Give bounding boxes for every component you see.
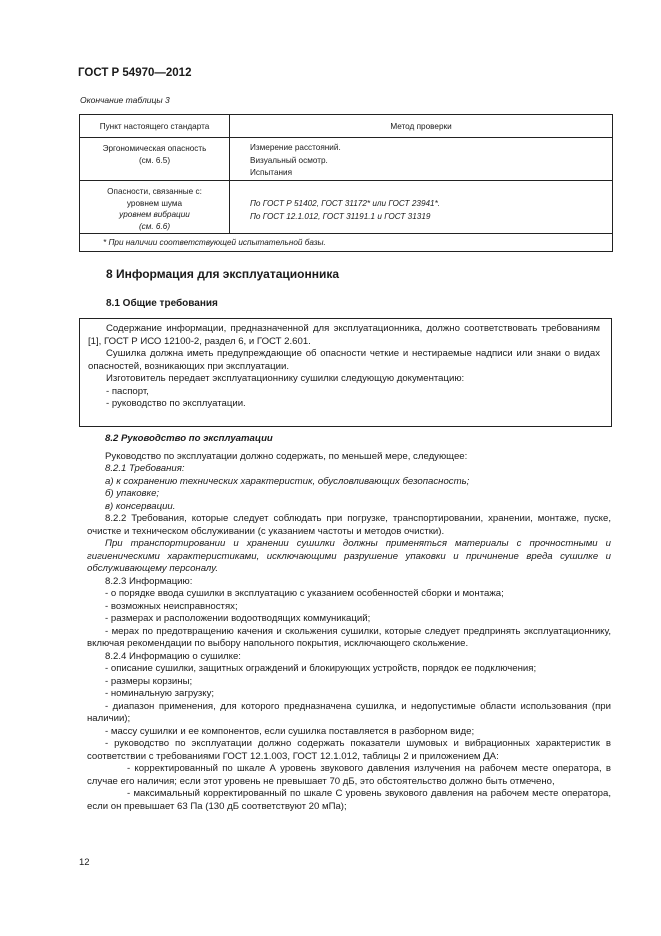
subsection-8-1-title: 8.1 Общие требования <box>106 298 218 309</box>
cell-line: Измерение расстояний. <box>250 143 341 152</box>
list-item: - размерах и расположении водоотводящих коммуникаций; <box>105 613 371 624</box>
paragraph: Содержание информации, предназначенной для эксплуатационника, должно соответствовать требованиям [1], ГОСТ Р ИСО 12100-2, раздел 6, и ГОСТ 2.601. <box>88 323 600 347</box>
list-item: - паспорт, <box>106 385 149 397</box>
cell-line: Опасности, связанные с: <box>107 187 202 196</box>
list-item: - максимальный корректированный по шкале С уровень звукового давления на рабочем месте оператора, если он превышает 63 Па (130 дБ соответствуют 20 мПа); <box>87 788 611 812</box>
table-note-row <box>80 234 613 252</box>
manual-section <box>87 433 611 813</box>
table-row <box>80 181 613 234</box>
cell-line: Эргономическая опасность <box>102 144 207 153</box>
list-item: - диапазон применения, для которого предназначена сушилка, и недопустимые области использования (при наличии); <box>87 700 611 724</box>
list-item: - руководство по эксплуатации. <box>106 398 246 409</box>
list-item: - возможных неисправностях; <box>105 600 238 612</box>
cell-line: (см. 6.6) <box>138 221 171 231</box>
list-item: - корректированный по шкале А уровень звукового давления излучения на рабочем месте оператора, в случае его наличия; если этот уровень не превышает 70 дБ, это обстоятельство должно быть отмечено, <box>87 763 611 787</box>
clause-8-2-2: 8.2.2 Требования, которые следует соблюдать при погрузке, транспортировании, хранении, монтаже, пуске, очистке и техническом обслуживании (с указанием частоты и методов очистки). <box>87 513 611 537</box>
cell-line: уровнем вибрации <box>119 210 190 220</box>
paragraph: Руководство по эксплуатации должно содержать, по меньшей мере, следующее: <box>105 450 468 462</box>
clause-8-2-3: 8.2.3 Информацию: <box>105 575 193 587</box>
cell-line: Испытания <box>250 168 293 177</box>
subsection-8-2-title: 8.2 Руководство по эксплуатации <box>105 433 273 444</box>
cell-line: По ГОСТ 12.1.012, ГОСТ 31191.1 и ГОСТ 31319 <box>250 211 431 221</box>
cell-line: По ГОСТ Р 51402, ГОСТ 31172* или ГОСТ 23941*. <box>250 199 441 208</box>
cell-line: уровнем шума <box>126 198 183 208</box>
clause-8-2-4: 8.2.4 Информацию о сушилке: <box>105 650 241 662</box>
page-number: 12 <box>79 857 90 868</box>
table-header-row <box>80 115 613 138</box>
table-row <box>80 138 613 181</box>
list-item: - размеры корзины; <box>105 675 193 687</box>
cell-line: (см. 6.5) <box>138 155 171 165</box>
table-header-clause: Пункт настоящего стандарта <box>80 115 230 138</box>
table-3 <box>79 114 613 252</box>
list-item: в) консервации. <box>105 500 176 512</box>
section-8-title: 8 Информация для эксплуатационника <box>106 267 340 281</box>
clause-8-2-1: 8.2.1 Требования: <box>105 463 185 474</box>
list-item: - о порядке ввода сушилки в эксплуатацию с указанием особенностей сборки и монтажа; <box>105 588 504 599</box>
cell-line: Визуальный осмотр. <box>250 155 328 165</box>
general-requirements-box <box>79 318 612 427</box>
paragraph: Сушилка должна иметь предупреждающие об опасности четкие и нестираемые надписи или знаки о видах опасностей, возникающих при эксплуатации. <box>88 348 600 372</box>
list-item: - мерах по предотвращению качения и скольжения сушилки, которые следует предпринять эксплуатационнику, включая рекомендации по выбору напольного покрытия, исключающего скольжение. <box>87 625 611 649</box>
list-item: - описание сушилки, защитных ограждений и блокирующих устройств, порядок ее подключения; <box>105 663 537 674</box>
paragraph: При транспортировании и хранении сушилки должны применяться материалы с прочностными и гигиеническими характеристиками, исключающими разрушение упаковки и причинение вреда сушилке и обслуживающему персоналу. <box>87 538 611 574</box>
list-item: б) упаковке; <box>105 488 160 499</box>
document-header: ГОСТ Р 54970—2012 <box>78 67 192 79</box>
table-header-method: Метод проверки <box>230 115 613 138</box>
paragraph: Изготовитель передает эксплуатационнику сушилки следующую документацию: <box>106 373 465 384</box>
table-caption: Окончание таблицы 3 <box>80 95 170 105</box>
list-item: - массу сушилки и ее компонентов, если сушилка поставляется в разборном виде; <box>105 725 475 737</box>
table-note: * При наличии соответствующей испытательной базы. <box>80 234 613 252</box>
list-item: а) к сохранению технических характеристик, обусловливающих безопасность; <box>105 475 470 487</box>
list-item: - руководство по эксплуатации должно содержать показатели шумовых и вибрационных характеристик в соответствии с требованиями ГОСТ 12.1.003, ГОСТ 12.1.012, таблицы 2 и приложением ДА: <box>87 738 611 762</box>
list-item: - номинальную загрузку; <box>105 688 215 699</box>
